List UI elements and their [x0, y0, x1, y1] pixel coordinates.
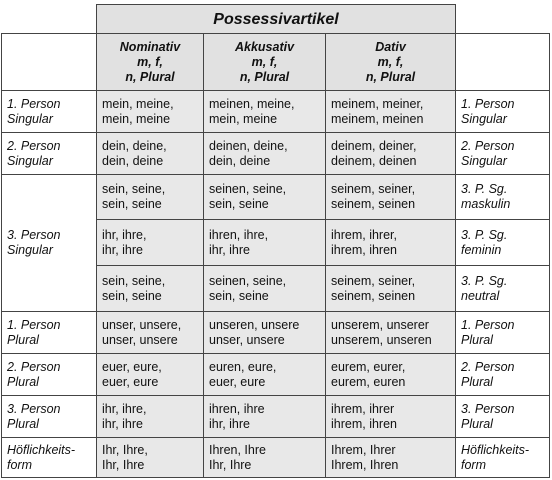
cell-dativ: deinem, deiner, deinem, deinen	[326, 133, 456, 175]
table-row	[2, 91, 550, 133]
column-header-dativ: Dativ m, f, n, Plural	[326, 34, 456, 91]
row-label-right: 2. Person Plural	[456, 354, 550, 396]
cell-dativ: unserem, unserer unserem, unseren	[326, 312, 456, 354]
table-row	[2, 354, 550, 396]
row-label: 1. Person Singular	[2, 91, 97, 133]
cell-nominativ: sein, seine, sein, seine	[97, 266, 204, 312]
cell-nominativ: mein, meine, mein, meine	[97, 91, 204, 133]
corner-cell	[456, 34, 550, 91]
row-label: 2. Person Plural	[2, 354, 97, 396]
cell-akkusativ: euren, eure, euer, eure	[204, 354, 326, 396]
table-row	[2, 396, 550, 438]
table-row	[2, 438, 550, 478]
blank-cell	[2, 5, 97, 34]
corner-cell	[2, 34, 97, 91]
cell-dativ: meinem, meiner, meinem, meinen	[326, 91, 456, 133]
blank-cell	[456, 5, 550, 34]
table-row	[2, 312, 550, 354]
cell-nominativ: ihr, ihre, ihr, ihre	[97, 396, 204, 438]
cell-akkusativ: ihren, ihre, ihr, ihre	[204, 220, 326, 266]
cell-dativ: seinem, seiner, seinem, seinen	[326, 175, 456, 220]
row-label-right: 2. Person Singular	[456, 133, 550, 175]
cell-dativ: eurem, eurer, eurem, euren	[326, 354, 456, 396]
cell-nominativ: unser, unsere, unser, unsere	[97, 312, 204, 354]
cell-nominativ: Ihr, Ihre, Ihr, Ihre	[97, 438, 204, 478]
cell-nominativ: ihr, ihre, ihr, ihre	[97, 220, 204, 266]
cell-akkusativ: unseren, unsere unser, unsere	[204, 312, 326, 354]
row-label-right: 3. P. Sg. feminin	[456, 220, 550, 266]
column-header-nominativ: Nominativ m, f, n, Plural	[97, 34, 204, 91]
cell-nominativ: dein, deine, dein, deine	[97, 133, 204, 175]
cell-nominativ: euer, eure, euer, eure	[97, 354, 204, 396]
row-label: 3. Person Singular	[2, 175, 97, 312]
row-label-right: 3. P. Sg. maskulin	[456, 175, 550, 220]
row-label-right: 3. P. Sg. neutral	[456, 266, 550, 312]
row-label: Höflichkeits- form	[2, 438, 97, 478]
table-row	[2, 175, 550, 220]
cell-dativ: ihrem, ihrer, ihrem, ihren	[326, 220, 456, 266]
cell-akkusativ: ihren, ihre ihr, ihre	[204, 396, 326, 438]
cell-akkusativ: Ihren, Ihre Ihr, Ihre	[204, 438, 326, 478]
column-header-akkusativ: Akkusativ m, f, n, Plural	[204, 34, 326, 91]
row-label: 1. Person Plural	[2, 312, 97, 354]
row-label: 2. Person Singular	[2, 133, 97, 175]
row-label-right: 1. Person Singular	[456, 91, 550, 133]
cell-nominativ: sein, seine, sein, seine	[97, 175, 204, 220]
cell-dativ: ihrem, ihrer ihrem, ihren	[326, 396, 456, 438]
cell-akkusativ: meinen, meine, mein, meine	[204, 91, 326, 133]
row-label-right: Höflichkeits- form	[456, 438, 550, 478]
possessive-article-table	[1, 4, 550, 478]
cell-akkusativ: seinen, seine, sein, seine	[204, 175, 326, 220]
cell-dativ: seinem, seiner, seinem, seinen	[326, 266, 456, 312]
row-label: 3. Person Plural	[2, 396, 97, 438]
row-label-right: 1. Person Plural	[456, 312, 550, 354]
table-row	[2, 133, 550, 175]
row-label-right: 3. Person Plural	[456, 396, 550, 438]
cell-dativ: Ihrem, Ihrer Ihrem, Ihren	[326, 438, 456, 478]
table-title: Possessivartikel	[97, 5, 456, 34]
cell-akkusativ: deinen, deine, dein, deine	[204, 133, 326, 175]
cell-akkusativ: seinen, seine, sein, seine	[204, 266, 326, 312]
